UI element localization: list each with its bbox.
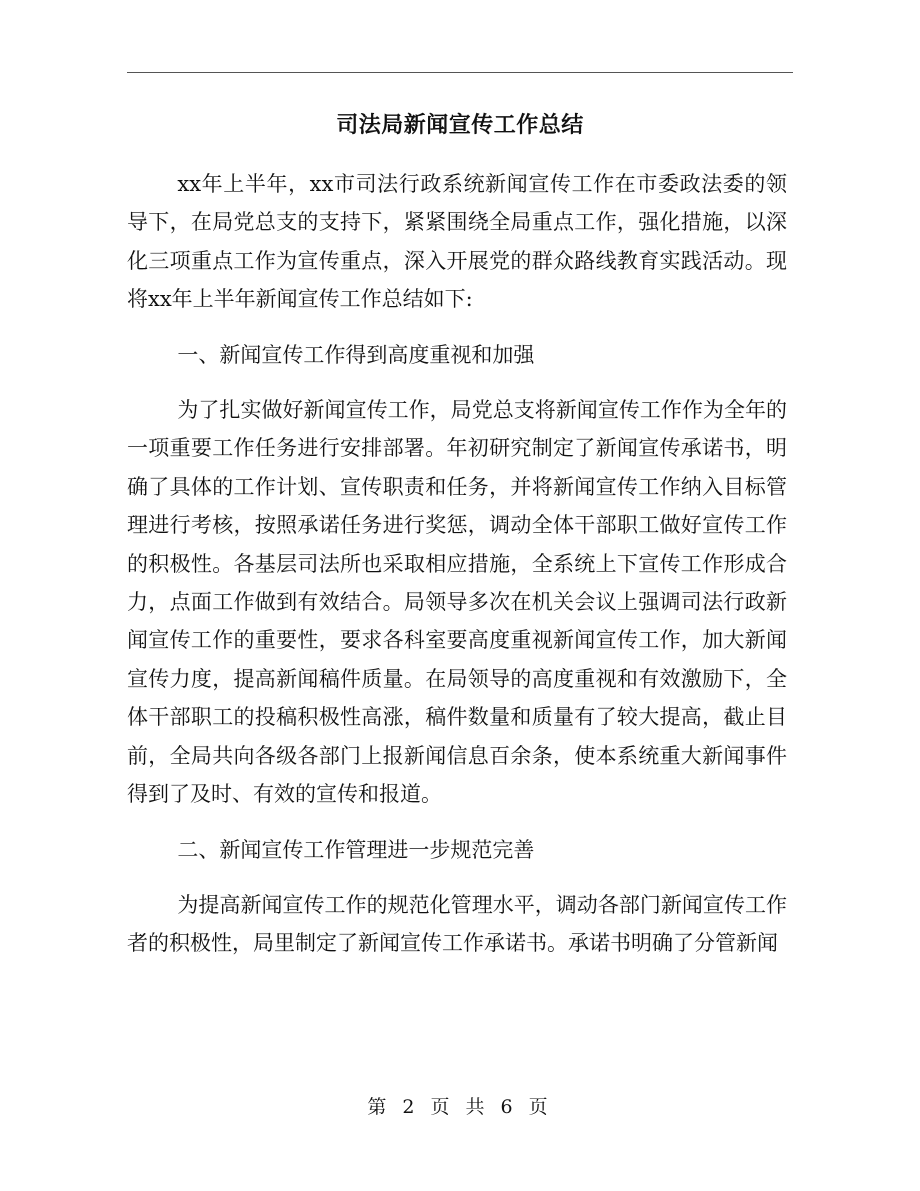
document-title: 司法局新闻宣传工作总结 [336,113,584,138]
section-1-paragraph: 为了扎实做好新闻宣传工作，局党总支将新闻宣传工作作为全年的一项重要工作任务进行安排部署。年初研究制定了新闻宣传承诺书，明确了具体的工作计划、宣传职责和任务，并将新闻宣传工作纳入目标管理进行考核，按照承诺任务进行奖惩，调动全体干部职工做好宣传工作的积极性。各基层司法所也采取相应措施，全系统上下宣传工作形成合力，点面工作做到有效结合。局领导多次在机关会议上强调司法行政新闻宣传工作的重要性，要求各科室要高度重视新闻宣传工作，加大新闻宣传力度，提高新闻稿件质量。在局领导的高度重视和有效激励下，全体干部职工的投稿积极性高涨，稿件数量和质量有了较大提高，截止目前，全局共向各级各部门上报新闻信息百余条，使本系统重大新闻事件得到了及时、有效的宣传和报道。 [127,398,787,807]
document-body [127,165,787,963]
intro-paragraph: xx年上半年，xx市司法行政系统新闻宣传工作在市委政法委的领导下，在局党总支的支持下，紧紧围绕全局重点工作，强化措施，以深化三项重点工作为宣传重点，深入开展党的群众路线教育实践活动。现将xx年上半年新闻宣传工作总结如下: [127,172,787,312]
header-rule [127,72,793,73]
page-number: 第 2 页 共 6 页 [367,1096,553,1118]
section-heading-2: 二、新闻宣传工作管理进一步规范完善 [177,837,535,862]
section-2-paragraph: 为提高新闻宣传工作的规范化管理水平，调动各部门新闻宣传工作者的积极性，局里制定了新闻宣传工作承诺书。承诺书明确了分管新闻 [127,892,787,956]
section-heading-1: 一、新闻宣传工作得到高度重视和加强 [177,342,535,367]
